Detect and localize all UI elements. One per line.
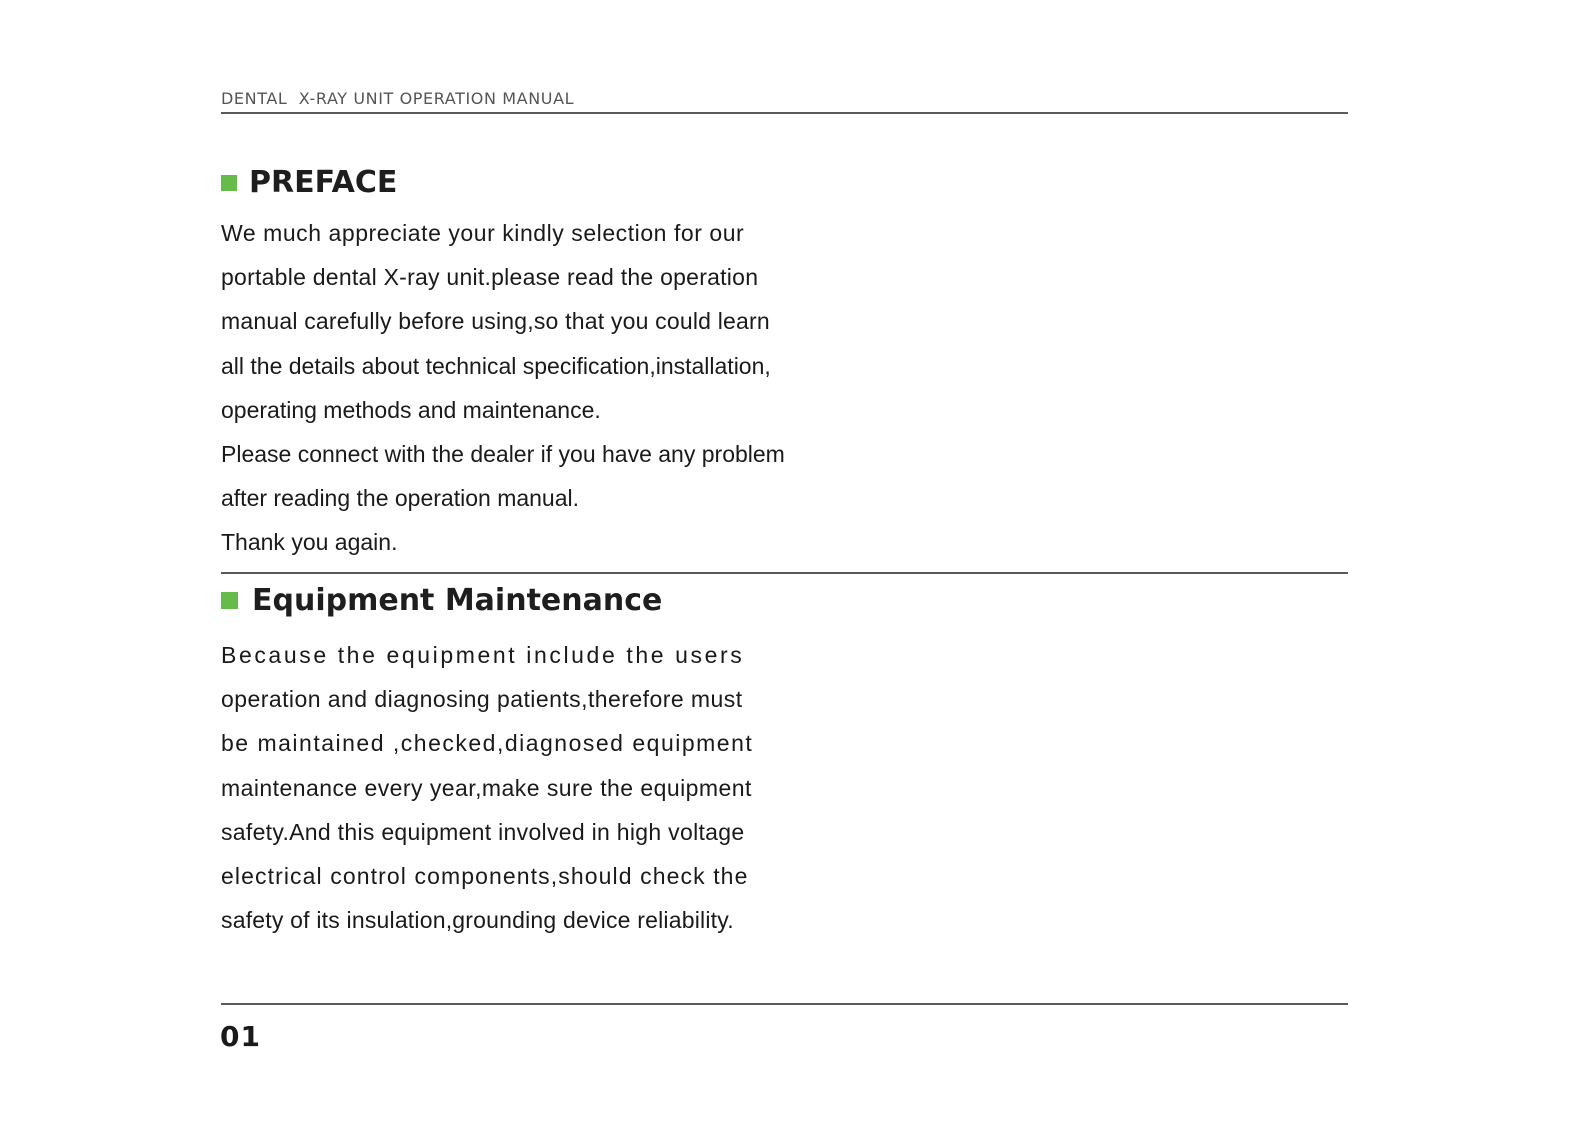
maintenance-line: maintenance every year,make sure the equipment: [221, 774, 752, 801]
document-header-title: DENTAL X-RAY UNIT OPERATION MANUAL: [221, 89, 575, 108]
green-square-bullet-icon: [221, 175, 237, 191]
preface-line: portable dental X-ray unit.please read the operation: [221, 264, 759, 291]
maintenance-heading-text: Equipment Maintenance: [252, 583, 663, 618]
preface-line: Thank you again.: [221, 529, 398, 556]
preface-heading: [221, 165, 397, 200]
header-divider: [221, 112, 1348, 114]
preface-line: all the details about technical specification,installation,: [221, 352, 771, 379]
maintenance-line: safety.And this equipment involved in high voltage: [221, 818, 745, 845]
preface-line: after reading the operation manual.: [221, 485, 580, 512]
maintenance-paragraph: [221, 633, 753, 942]
maintenance-line: electrical control components,should check the: [221, 863, 749, 890]
footer-divider: [221, 1003, 1348, 1005]
maintenance-line: Because the equipment include the users: [221, 642, 745, 668]
maintenance-line: safety of its insulation,grounding device reliability.: [221, 907, 734, 934]
maintenance-heading: [221, 583, 662, 618]
maintenance-line: operation and diagnosing patients,therefore must: [221, 686, 743, 713]
section-divider: [221, 572, 1348, 574]
preface-line: Please connect with the dealer if you have any problem: [221, 441, 785, 468]
preface-line: operating methods and maintenance.: [221, 396, 601, 423]
preface-line: We much appreciate your kindly selection for our: [221, 220, 745, 246]
page-number: 01: [220, 1020, 261, 1053]
green-square-bullet-icon: [221, 592, 238, 609]
maintenance-line: be maintained ,checked,diagnosed equipment: [221, 730, 754, 757]
preface-line: manual carefully before using,so that you could learn: [221, 308, 770, 335]
preface-heading-text: PREFACE: [249, 165, 398, 200]
preface-paragraph: [221, 211, 785, 565]
